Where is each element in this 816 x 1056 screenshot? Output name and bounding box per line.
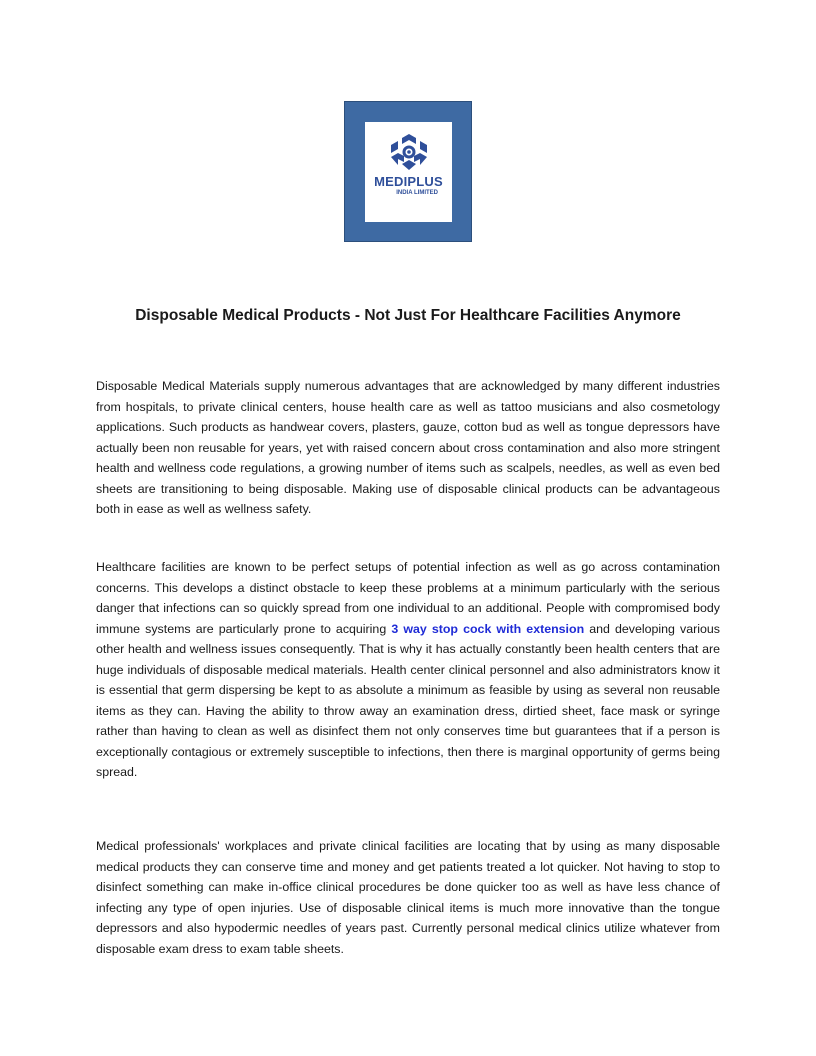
company-logo (344, 101, 472, 242)
logo-subtitle: INDIA LIMITED (396, 190, 438, 196)
stop-cock-link[interactable]: 3 way stop cock with extension (391, 621, 585, 636)
page-title: Disposable Medical Products - Not Just For Healthcare Facilities Anymore (135, 307, 681, 324)
paragraph-2 (96, 557, 720, 783)
paragraph-2-text-after: and developing various other health and wellness issues consequently. That is why it has actually constantly been health centers that are huge individuals of disposable medical materials. Health center clinical personnel and also administrators know it is essential that germ dispersing be kept to as absolute a minimum as feasible by using as several non reusable items as they can. Having the ability to throw away an examination dress, dirtied sheet, face mask or syringe rather than having to clean as well as disinfect them not only conserves time but guarantees that if a person is exceptionally contagious or extremely susceptible to infections, then there is marginal opportunity of germs being spread. (96, 621, 720, 779)
logo-name: MEDIPLUS (374, 174, 443, 189)
paragraph-1: Disposable Medical Materials supply numerous advantages that are acknowledged by many different industries from hospitals, to private clinical centers, house health care as well as tattoo musicians and also cosmetology applications. Such products as handwear covers, plasters, gauze, cotton bud as well as tongue depressors have actually been non reusable for years, yet with raised concern about cross contamination and also more stringent health and wellness code regulations, a growing number of items such as scalpels, needles, as well as even bed sheets are transitioning to being disposable. Making use of disposable clinical products can be advantageous both in ease as well as wellness safety. (96, 379, 720, 516)
paragraph-3: Medical professionals' workplaces and private clinical facilities are locating that by using as many disposable medical products they can conserve time and money and get patients treated a lot quicker. Not having to stop to disinfect something can make in-office clinical procedures be done quicker too as well as have less chance of infecting any type of open injuries. Use of disposable clinical items is much more innovative than the tongue depressors and also hypodermic needles of years past. Currently personal medical clinics utilize whatever from disposable exam dress to exam table sheets. (96, 839, 720, 956)
logo-panel (365, 122, 452, 222)
paragraph-2-text-before: Healthcare facilities are known to be perfect setups of potential infection as well as go across contamination concerns. This develops a distinct obstacle to keep these problems at a minimum particularly with the serious danger that infections can so quickly spread from one individual to an additional. People with compromised body immune systems are particularly prone to acquiring (96, 560, 720, 636)
mediplus-emblem-icon (389, 132, 429, 172)
